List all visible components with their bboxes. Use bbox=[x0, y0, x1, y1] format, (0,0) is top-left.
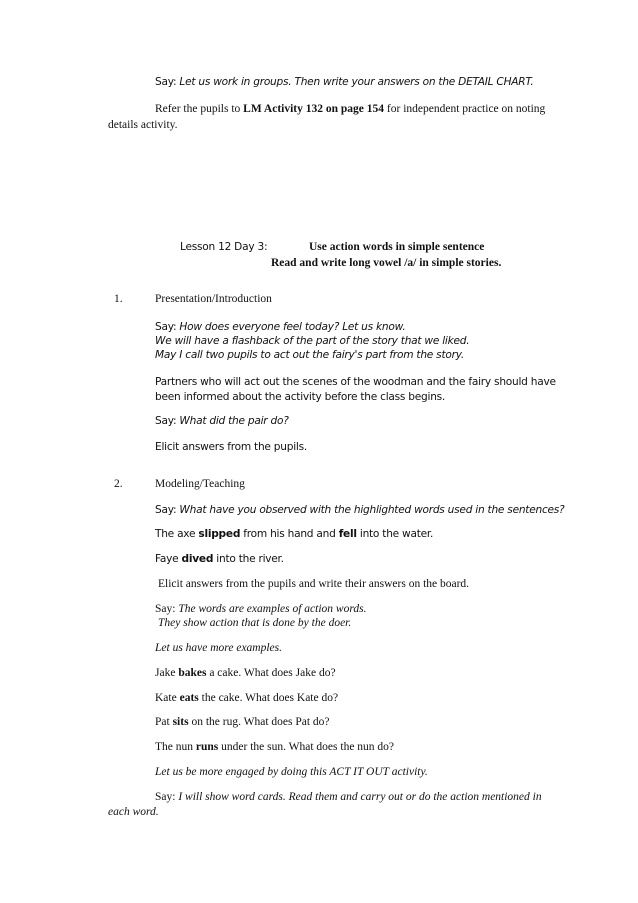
section-2-say-2-line-1 bbox=[155, 603, 366, 615]
action-word: bakes bbox=[178, 667, 207, 679]
section-2-elicit: Elicit answers from the pupils and write their answers on the board. bbox=[158, 578, 470, 590]
sentence-text: under the sun. What does the nun do? bbox=[221, 741, 395, 753]
section-2-say bbox=[155, 504, 564, 516]
partners-line-1: Partners who will act out the scenes of the woodman and the fairy should have bbox=[155, 376, 556, 388]
sentence-text: Faye bbox=[155, 553, 179, 565]
sentence-text: into the water. bbox=[359, 528, 434, 540]
sentence-text: The axe bbox=[155, 528, 196, 540]
intro-refer-line-2: details activity. bbox=[108, 119, 178, 131]
intro-refer-line bbox=[155, 103, 545, 115]
section-1-number: 1. bbox=[114, 293, 123, 305]
section-2-heading: Modeling/Teaching bbox=[155, 478, 245, 490]
say-prefix: Say: bbox=[155, 603, 176, 615]
sentence-text: from his hand and bbox=[243, 528, 336, 540]
example-pat bbox=[155, 716, 330, 728]
section-1-heading: Presentation/Introduction bbox=[155, 293, 272, 305]
sentence-text: on the rug. What does Pat do? bbox=[191, 716, 330, 728]
say-prefix: Say: bbox=[155, 415, 177, 427]
section-1-say-line-3: May I call two pupils to act out the fairy's part from the story. bbox=[155, 349, 465, 361]
say-text: Let us work in groups. Then write your answers on the DETAIL CHART. bbox=[179, 76, 534, 88]
section-1-say-2 bbox=[155, 415, 289, 427]
engaged-line: Let us be more engaged by doing this ACT IT OUT activity. bbox=[155, 766, 428, 778]
say-prefix: Say: bbox=[155, 321, 177, 333]
section-1-say-line-1 bbox=[155, 321, 405, 333]
say-prefix: Say: bbox=[155, 504, 177, 516]
sentence-text: Jake bbox=[155, 667, 176, 679]
section-1-elicit: Elicit answers from the pupils. bbox=[155, 441, 307, 453]
sentence-text: into the river. bbox=[216, 553, 284, 565]
example-kate bbox=[155, 692, 338, 704]
sentence-text: Kate bbox=[155, 692, 177, 704]
refer-activity: LM Activity 132 on page 154 bbox=[243, 103, 385, 115]
refer-text: Refer the pupils to bbox=[155, 103, 241, 115]
section-2-say-3-line-1 bbox=[155, 791, 542, 803]
sentence-text: Pat bbox=[155, 716, 170, 728]
action-word: eats bbox=[179, 692, 199, 704]
refer-text-end: for independent practice on noting bbox=[386, 103, 546, 115]
sentence-text: a cake. What does Jake do? bbox=[209, 667, 336, 679]
more-examples-line: Let us have more examples. bbox=[155, 642, 282, 654]
sentence-text: The nun bbox=[155, 741, 194, 753]
say-prefix: Say: bbox=[155, 76, 177, 88]
lesson-objective-2: Read and write long vowel /a/ in simple stories. bbox=[271, 257, 502, 269]
say-text: What did the pair do? bbox=[179, 415, 289, 427]
section-2-say-2-line-2: They show action that is done by the doer. bbox=[158, 617, 352, 629]
section-2-say-3-line-2: each word. bbox=[108, 806, 159, 818]
lesson-objective-1: Use action words in simple sentence bbox=[309, 241, 485, 253]
section-2-number: 2. bbox=[114, 478, 123, 490]
action-word: fell bbox=[338, 528, 357, 540]
example-sentence-2 bbox=[155, 553, 284, 565]
action-word: slipped bbox=[198, 528, 241, 540]
action-word: dived bbox=[181, 553, 214, 565]
example-sentence-1 bbox=[155, 528, 433, 540]
action-word: sits bbox=[172, 716, 189, 728]
say-text: The words are examples of action words. bbox=[178, 603, 367, 615]
say-prefix: Say: bbox=[155, 791, 176, 803]
action-word: runs bbox=[195, 741, 219, 753]
section-1-say-line-2: We will have a flashback of the part of the story that we liked. bbox=[155, 335, 470, 347]
say-text: I will show word cards. Read them and carry out or do the action mentioned in bbox=[178, 791, 542, 803]
partners-line-2: been informed about the activity before the class begins. bbox=[155, 391, 446, 403]
say-text: How does everyone feel today? Let us know. bbox=[179, 321, 406, 333]
say-text: What have you observed with the highlighted words used in the sentences? bbox=[179, 504, 565, 516]
intro-say-line bbox=[155, 76, 533, 88]
lesson-label: Lesson 12 Day 3: bbox=[180, 241, 268, 253]
sentence-text: the cake. What does Kate do? bbox=[201, 692, 339, 704]
example-nun bbox=[155, 741, 394, 753]
example-jake bbox=[155, 667, 336, 679]
